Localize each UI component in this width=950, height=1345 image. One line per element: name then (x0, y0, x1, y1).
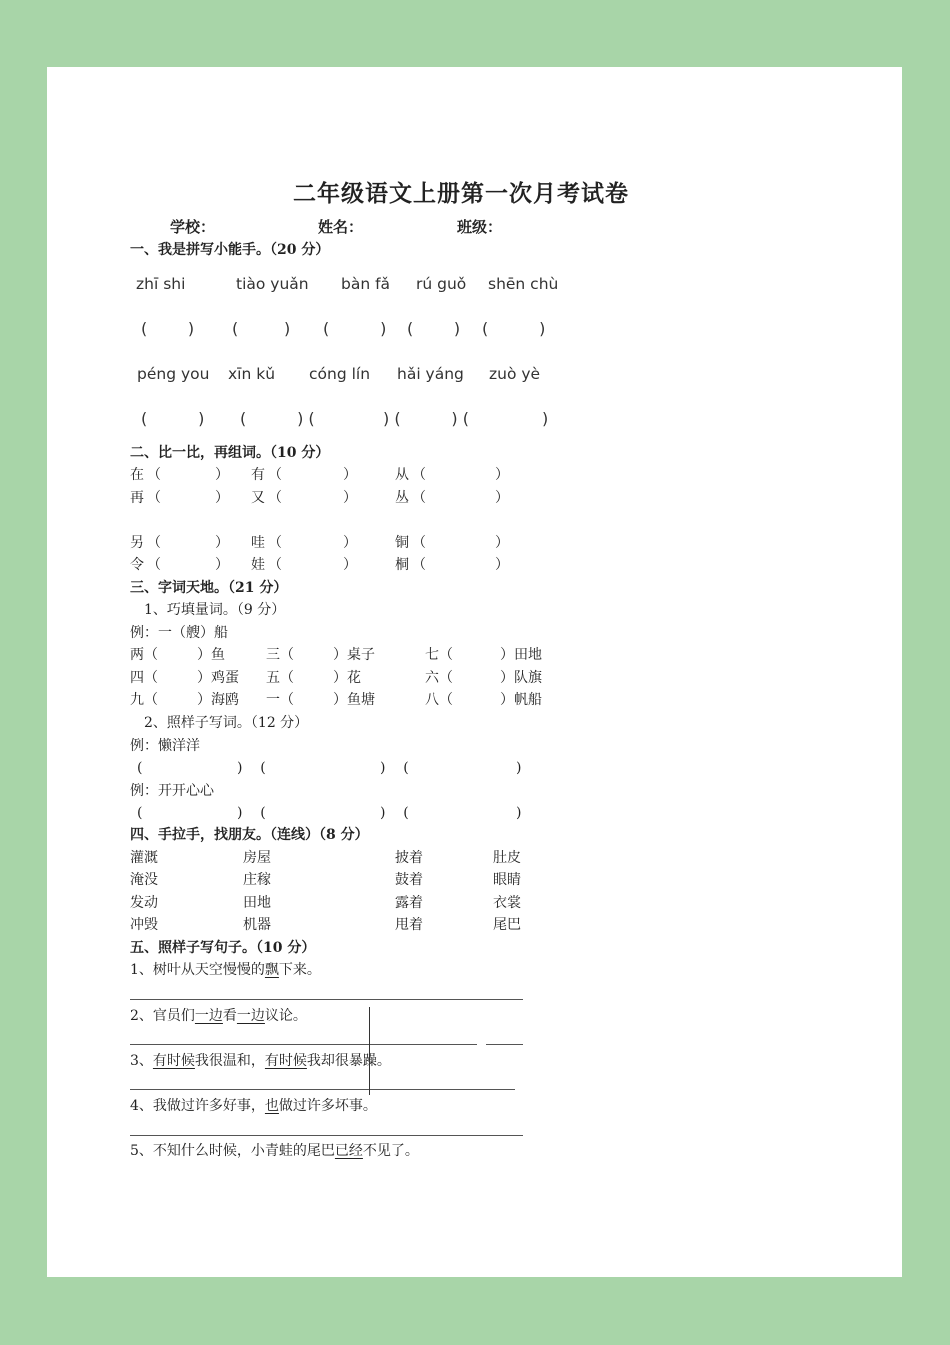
class-label: 班级： (457, 218, 503, 236)
measure-word-item: ）鸡蛋 (197, 670, 239, 686)
measure-word-item: 七（ (425, 647, 453, 663)
pinyin: xīn kǔ (228, 365, 276, 383)
match-word: 田地 (243, 895, 271, 911)
answer-blank: ( ) (232, 319, 291, 338)
match-word: 冲毁 (130, 917, 158, 933)
text-cursor-line (369, 1007, 370, 1095)
match-word: 鼓着 (395, 872, 423, 888)
sentence-q5: 5、不知什么时候，小青蛙的尾巴已经不见了。 (130, 1143, 419, 1159)
compare-char: 在 (130, 467, 144, 483)
answer-blank: ） (495, 490, 509, 506)
answer-blank: ( ) ( (240, 409, 315, 428)
pinyin: péng you (137, 365, 210, 383)
subsection-heading: 1、巧填量词。（9 分） (144, 602, 286, 618)
match-word: 肚皮 (493, 850, 521, 866)
answer-blank: ) (542, 409, 549, 428)
pinyin: hǎi yáng (397, 365, 464, 383)
answer-blank: （ (412, 467, 426, 483)
measure-word-item: ）花 (333, 670, 361, 686)
measure-word-item: 九（ (130, 692, 158, 708)
match-word: 房屋 (243, 850, 271, 866)
page-title: 二年级语文上册第一次月考试卷 (293, 180, 629, 207)
answer-blank: （ (412, 490, 426, 506)
compare-char: 另 (130, 535, 144, 551)
answer-blank: ） (343, 557, 357, 573)
match-word: 露着 (395, 895, 423, 911)
answer-blank: ） (215, 535, 229, 551)
measure-word-item: 五（ (266, 670, 294, 686)
answer-blank: （ (412, 535, 426, 551)
answer-blank: ) (516, 805, 522, 821)
answer-blank: ） (495, 535, 509, 551)
answer-line (486, 1044, 523, 1045)
match-word: 甩着 (395, 917, 423, 933)
example-text: 例：懒洋洋 (130, 738, 200, 754)
compare-char: 铜 (395, 535, 409, 551)
answer-blank: ) ( (237, 760, 266, 776)
answer-blank: ） (343, 490, 357, 506)
answer-line (130, 1135, 523, 1136)
answer-line (130, 1044, 477, 1045)
measure-word-item: ）队旗 (500, 670, 542, 686)
compare-char: 丛 (395, 490, 409, 506)
answer-blank: ） (343, 467, 357, 483)
match-word: 灌溉 (130, 850, 158, 866)
measure-word-item: ）鱼 (197, 647, 225, 663)
answer-blank: （ (268, 557, 282, 573)
compare-char: 娃 (251, 557, 265, 573)
answer-blank: ( ) (141, 319, 195, 338)
answer-blank: （ (268, 535, 282, 551)
measure-word-item: ）海鸥 (197, 692, 239, 708)
answer-blank: （ (147, 557, 161, 573)
compare-char: 哇 (251, 535, 265, 551)
section4-heading: 四、手拉手，找朋友。（连线）（8 分） (130, 827, 369, 843)
compare-char: 又 (251, 490, 265, 506)
compare-char: 再 (130, 490, 144, 506)
section1-heading: 一、我是拼写小能手。（20 分） (130, 242, 330, 258)
answer-blank: ( (137, 805, 143, 821)
sentence-q4: 4、我做过许多好事，也做过许多坏事。 (130, 1098, 377, 1114)
section3-heading: 三、字词天地。（21 分） (130, 580, 288, 596)
example-text: 例：一（艘）船 (130, 625, 228, 641)
answer-blank: ) ( ) ( (383, 409, 469, 428)
compare-char: 有 (251, 467, 265, 483)
pinyin: zuò yè (489, 365, 541, 383)
answer-blank: （ (147, 535, 161, 551)
measure-word-item: 八（ (425, 692, 453, 708)
answer-blank: （ (268, 490, 282, 506)
name-label: 姓名： (318, 218, 364, 236)
pinyin: shēn chù (488, 275, 559, 293)
answer-blank: ) ( (380, 760, 409, 776)
answer-blank: ( ) (323, 319, 387, 338)
answer-blank: ） (215, 490, 229, 506)
measure-word-item: 六（ (425, 670, 453, 686)
subsection-heading: 2、照样子写词。（12 分） (144, 715, 309, 731)
sentence-q3: 3、有时候我很温和，有时候我却很暴躁。 (130, 1053, 391, 1069)
match-word: 衣裳 (493, 895, 521, 911)
match-word: 披着 (395, 850, 423, 866)
measure-word-item: ）桌子 (333, 647, 375, 663)
answer-blank: （ (412, 557, 426, 573)
answer-blank: ( (137, 760, 143, 776)
answer-blank: ） (495, 557, 509, 573)
pinyin: rú guǒ (416, 275, 467, 293)
answer-line (130, 1089, 515, 1090)
pinyin: cóng lín (309, 365, 371, 383)
sentence-q1: 1、树叶从天空慢慢的飘下来。 (130, 962, 321, 978)
measure-word-item: ）田地 (500, 647, 542, 663)
answer-blank: ) (516, 760, 522, 776)
example-text: 例：开开心心 (130, 783, 214, 799)
measure-word-item: ）鱼塘 (333, 692, 375, 708)
match-word: 尾巴 (493, 917, 521, 933)
match-word: 眼睛 (493, 872, 521, 888)
measure-word-item: 三（ (266, 647, 294, 663)
match-word: 发动 (130, 895, 158, 911)
answer-blank: ） (495, 467, 509, 483)
answer-line (130, 999, 523, 1000)
answer-blank: ） (215, 557, 229, 573)
measure-word-item: 两（ (130, 647, 158, 663)
answer-blank: ） (215, 467, 229, 483)
answer-blank: （ (147, 490, 161, 506)
school-label: 学校： (170, 218, 216, 236)
match-word: 机器 (243, 917, 271, 933)
answer-blank: ） (343, 535, 357, 551)
match-word: 淹没 (130, 872, 158, 888)
pinyin: bàn fǎ (341, 275, 391, 293)
answer-blank: ( ) (141, 409, 205, 428)
pinyin: tiào yuǎn (236, 275, 309, 293)
answer-blank: ( ) (482, 319, 546, 338)
answer-blank: ) ( (380, 805, 409, 821)
match-word: 庄稼 (243, 872, 271, 888)
answer-blank: ( ) (407, 319, 461, 338)
measure-word-item: 一（ (266, 692, 294, 708)
compare-char: 从 (395, 467, 409, 483)
section5-heading: 五、照样子写句子。（10 分） (130, 940, 316, 956)
sentence-q2: 2、官员们一边看一边议论。 (130, 1008, 307, 1024)
compare-char: 桐 (395, 557, 409, 573)
answer-blank: （ (268, 467, 282, 483)
answer-blank: （ (147, 467, 161, 483)
compare-char: 令 (130, 557, 144, 573)
section2-heading: 二、比一比，再组词。（10 分） (130, 445, 330, 461)
measure-word-item: 四（ (130, 670, 158, 686)
measure-word-item: ）帆船 (500, 692, 542, 708)
answer-blank: ) ( (237, 805, 266, 821)
pinyin: zhī shi (136, 275, 186, 293)
